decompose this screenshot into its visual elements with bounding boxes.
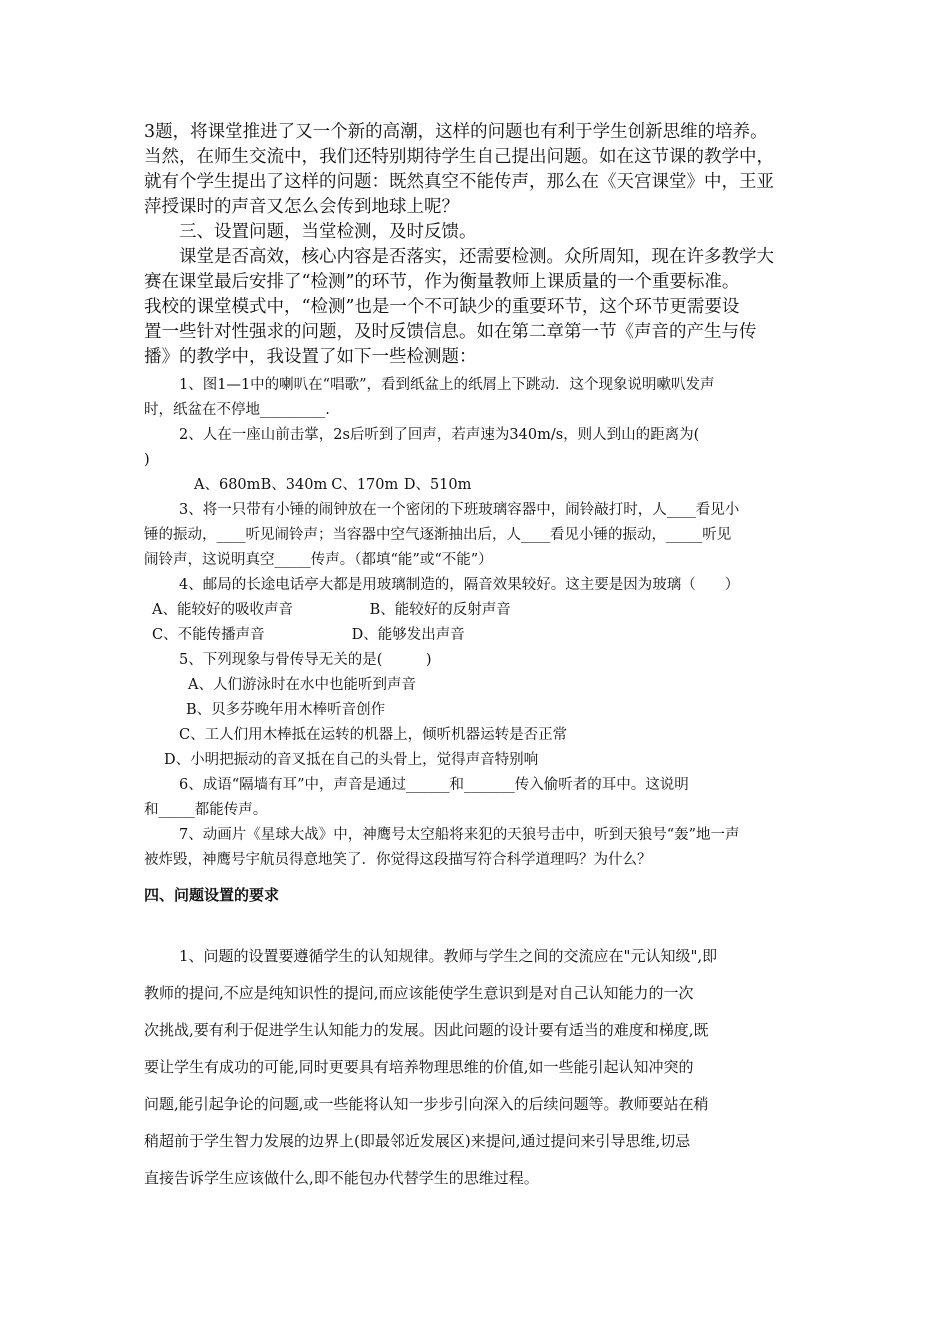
section-3-heading: 三、设置问题，当堂检测，及时反馈。 bbox=[179, 222, 477, 242]
option-a: A、能较好的吸收声音 bbox=[152, 602, 293, 618]
section-3-line: 赛在课堂最后安排了“检测”的环节，作为衡量教师上课质量的一个重要标准。 bbox=[144, 272, 740, 292]
question-1: 1、图1—1中的喇叭在“唱歌”，看到纸盆上的纸屑上下跳动．这个现象说明嗽叭发声 bbox=[179, 377, 715, 393]
question-5-option-b: B、贝多芬晚年用木棒听音创作 bbox=[186, 702, 386, 718]
section-4-line: 问题,能引起争论的问题,或一些能将认知一步步引向深入的后续问题等。教师要站在稍 bbox=[144, 1095, 709, 1113]
section-3-line: 播》的教学中，我设置了如下一些检测题： bbox=[144, 347, 477, 367]
intro-line: 就有个学生提出了这样的问题：既然真空不能传声，那么在《天宫课堂》中，王亚 bbox=[144, 172, 774, 192]
question-6: 6、成语“隔墙有耳”中，声音是通过______和_______传入偷听者的耳中。这说明 bbox=[179, 777, 689, 793]
section-4-line: 1、问题的设置要遵循学生的认知规律。教师与学生之间的交流应在"元认知级",即 bbox=[179, 947, 718, 965]
question-1-cont: 时，纸盆在不停地_________. bbox=[144, 402, 330, 418]
section-4-line: 教师的提问,不应是纯知识性的提问,而应该能使学生意识到是对自己认知能力的一次 bbox=[144, 984, 694, 1002]
question-7-cont: 被炸毁，神鹰号宇航员得意地笑了．你觉得这段描写符合科学道理吗？为什么？ bbox=[144, 852, 652, 868]
section-4-body bbox=[144, 938, 808, 1197]
section-3-line: 课堂是否高效，核心内容是否落实，还需要检测。众所周知，现在许多教学大 bbox=[179, 247, 774, 267]
option-c: C、170m bbox=[331, 477, 399, 493]
question-4-options bbox=[144, 623, 808, 648]
section-4-line: 直接告诉学生应该做什么,即不能包办代替学生的思维过程。 bbox=[144, 1169, 539, 1187]
question-4: 4、邮局的长途电话亭大都是用玻璃制造的，隔音效果较好。这主要是因为玻璃（ ） bbox=[179, 577, 740, 593]
question-5-option-c: C、工人们用木棒抵在运转的机器上，倾听机器运转是否正常 bbox=[179, 727, 568, 743]
option-b: B、340m bbox=[260, 477, 328, 493]
question-2-options bbox=[144, 473, 808, 498]
section-4-line: 次挑战,要有利于促进学生认知能力的发展。因此问题的设计要有适当的难度和梯度,既 bbox=[144, 1021, 709, 1039]
option-b: B、能较好的反射声音 bbox=[369, 602, 511, 618]
intro-line: 3题，将课堂推进了又一个新的高潮，这样的问题也有利于学生创新思维的培养。 bbox=[144, 122, 768, 142]
question-5-option-d: D、小明把振动的音叉抵在自己的头骨上，觉得声音特别响 bbox=[164, 752, 539, 768]
option-c: C、不能传播声音 bbox=[152, 627, 265, 643]
question-2-cont: ) bbox=[144, 452, 150, 468]
intro-line: 萍授课时的声音又怎么会传到地球上呢？ bbox=[144, 197, 459, 217]
section-4-heading: 四、问题设置的要求 bbox=[144, 886, 280, 904]
question-3: 3、将一只带有小锤的闹钟放在一个密闭的下班玻璃容器中，闹铃敲打时，人____看见小 bbox=[179, 502, 740, 518]
question-2: 2、人在一座山前击掌，2s后听到了回声，若声速为340m/s，则人到山的距离为( bbox=[179, 427, 700, 443]
question-4-options bbox=[144, 598, 808, 623]
option-d: D、510m bbox=[403, 477, 472, 493]
question-3-cont: 闹铃声，这说明真空_____传声。（都填“能”或“不能”） bbox=[144, 552, 493, 568]
test-questions bbox=[144, 373, 808, 873]
section-4-line: 要让学生有成功的可能,同时更要具有培养物理思维的价值,如一些能引起认知冲突的 bbox=[144, 1058, 694, 1076]
question-3-cont: 锤的振动，____听见闹铃声；当容器中空气逐渐抽出后，人____看见小锤的振动，_____听见 bbox=[144, 527, 732, 543]
section-3-line: 置一些针对性强求的问题，及时反馈信息。如在第二章第一节《声音的产生与传 bbox=[144, 322, 757, 342]
intro-line: 当然，在师生交流中，我们还特别期待学生自己提出问题。如在这节课的教学中， bbox=[144, 147, 774, 167]
question-5: 5、下列现象与骨传导无关的是( ) bbox=[179, 652, 432, 668]
question-5-option-a: A、人们游泳时在水中也能听到声音 bbox=[188, 677, 416, 693]
question-7: 7、动画片《星球大战》中，神鹰号太空船将来犯的天狼号击中，听到天狼号“轰”地一声 bbox=[179, 827, 740, 843]
section-4-line: 稍超前于学生智力发展的边界上(即最邻近发展区)来提问,通过提问来引导思维,切忌 bbox=[144, 1132, 691, 1150]
option-d: D、能够发出声音 bbox=[351, 627, 465, 643]
question-6-cont: 和_____都能传声。 bbox=[144, 802, 268, 818]
option-a: A、680m bbox=[194, 477, 261, 493]
section-3-line: 我校的课堂模式中，“检测”也是一个不可缺少的重要环节，这个环节更需要设 bbox=[144, 297, 740, 317]
body-text-section-3 bbox=[144, 120, 808, 370]
